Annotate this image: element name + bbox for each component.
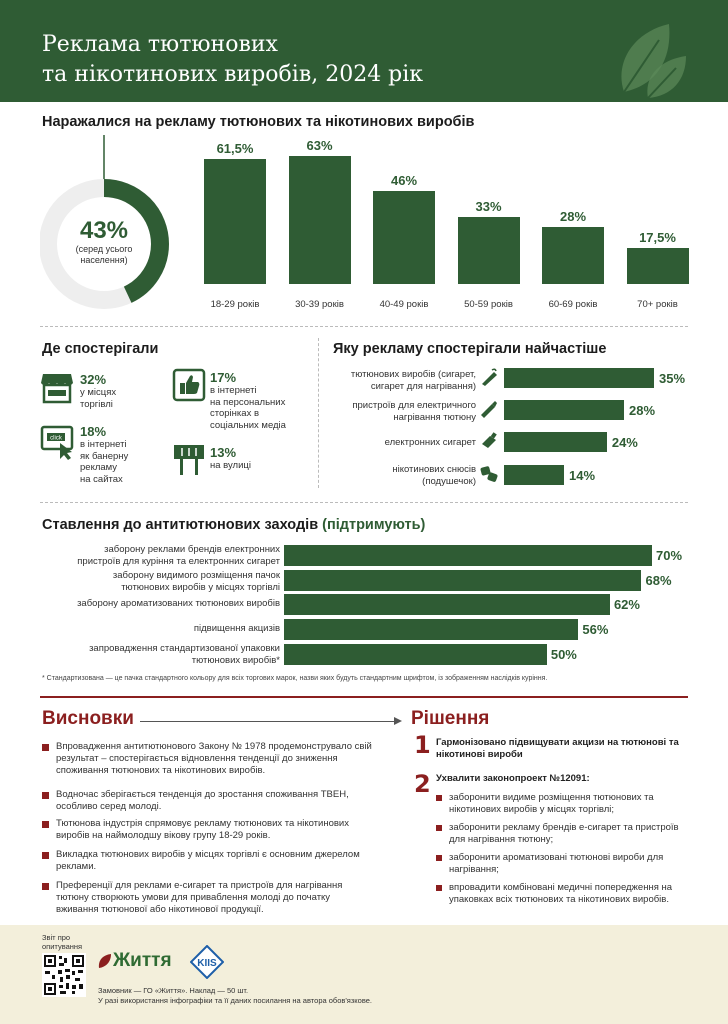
age-bar-category: 40-49 років <box>379 299 429 310</box>
solution-subitem: впровадити комбіновані медичні попередження на упаковках всіх тютюнових та нікотинових виробів. <box>436 882 686 906</box>
measure-bar <box>284 594 610 615</box>
arrow-right-icon <box>394 717 402 725</box>
kiis-logo <box>190 945 224 979</box>
section-divider <box>40 696 688 698</box>
age-bar-value: 61,5% <box>216 141 254 157</box>
age-bar-category: 70+ років <box>637 299 678 310</box>
conclusion-item: Водночас зберігається тенденція до зростання споживання ТВЕН, особливо серед молоді. <box>42 789 372 813</box>
adtype-label: електронних сигарет <box>384 437 476 448</box>
adtypes-title: Яку рекламу спостерігали найчастіше <box>333 341 607 357</box>
adtype-bar <box>504 400 624 420</box>
solution-1: Гармонізовано підвищувати акцизи на тютюнові та нікотинові вироби <box>436 737 679 760</box>
solution-number: 2 <box>414 770 431 798</box>
overall-percent: 43% <box>79 217 129 244</box>
where-item-shops: 32% у місцях торгівлі <box>80 372 117 410</box>
customer-info: Замовник — ГО «Життя». Наклад — 50 шт. У разі використання інфографіки та її даних посилання на автора обов'язкове. <box>98 986 372 1005</box>
conclusion-item: Впровадження антитютюнового Закону № 1978 продемонструвало свій результат – спостерігається відновлення тенденції до зниження споживання тютюнових та нікотинових виробів. <box>42 741 372 777</box>
age-bar <box>289 156 351 284</box>
solution-number: 1 <box>414 731 431 759</box>
age-bar <box>627 248 689 284</box>
snus-icon <box>480 465 498 483</box>
arrow-line <box>140 721 396 722</box>
adtype-value: 28% <box>629 403 656 418</box>
age-bar-category: 18-29 років <box>210 299 260 310</box>
measure-label: запровадження стандартизованої упаковки тютюнових виробів* <box>89 643 280 666</box>
age-bar-value: 46% <box>390 172 418 188</box>
attitude-title: Ставлення до антитютюнових заходів (підтримують) <box>42 517 426 533</box>
where-title: Де спостерігали <box>42 341 159 357</box>
conclusions-title: Висновки <box>42 708 134 729</box>
adtype-value: 24% <box>611 435 638 450</box>
conclusion-item: Тютюнова індустрія спрямовує рекламу тютюнових та нікотинових виробів на наймолодшу вікову групу 18-29 років. <box>42 818 372 842</box>
age-bar-chart <box>196 134 696 314</box>
adtype-label: пристроїв для електричного нагрівання тютюну <box>352 400 476 423</box>
conclusion-item: Викладка тютюнових виробів у місцях торгівлі є основним джерелом реклами. <box>42 849 372 873</box>
leaf-icon <box>614 22 688 100</box>
svg-text:click: click <box>50 435 62 442</box>
age-bar-value: 28% <box>559 209 587 225</box>
measure-bar <box>284 644 547 665</box>
attitude-title-accent: (підтримують) <box>322 517 426 533</box>
age-bar-category: 30-39 років <box>295 299 344 310</box>
solution-2: Ухвалити законопроект №12091: <box>436 773 590 784</box>
exposure-title: Наражалися на рекламу тютюнових та нікотинових виробів <box>42 114 475 130</box>
vertical-divider <box>318 338 319 488</box>
footnote: * Стандартизована — це пачка стандартного кольору для всіх торгових марок, назви яких будуть стандартним шрифтом, із зображенням наслідків куріння. <box>42 675 548 682</box>
zhyttia-leaf-icon <box>98 953 112 969</box>
conclusion-item: Преференції для реклами е-сигарет та пристроїв для нагрівання тютюну створюють умови для приваблення молоді до початку вживання тютюнової або нікотинової продукції. <box>42 880 372 916</box>
adtype-label: тютюнових виробів (сигарет, сигарет для нагрівання) <box>350 369 476 392</box>
measure-label: заборону ароматизованих тютюнових виробів <box>77 598 280 609</box>
adtype-value: 14% <box>569 468 596 483</box>
adtype-value: 35% <box>659 371 686 386</box>
age-bar-value: 63% <box>306 138 333 153</box>
solution-subitem: заборонити видиме розміщення тютюнових та нікотинових виробів у місцях торгівлі; <box>436 792 686 816</box>
e-cigarette-icon <box>480 432 498 450</box>
measure-value: 68% <box>645 573 672 588</box>
header <box>0 0 728 102</box>
zhyttia-logo: Життя <box>113 950 172 971</box>
age-bar <box>542 227 604 284</box>
age-bar-value: 17,5% <box>639 230 676 246</box>
svg-text:KIIS: KIIS <box>197 958 217 969</box>
where-item-social: 17% в інтернеті на персональних сторінках в соціальних медіа <box>210 370 286 431</box>
measure-bar <box>284 570 641 591</box>
shop-icon <box>40 370 74 404</box>
survey-link[interactable]: Звіт про опитування <box>42 933 83 951</box>
solutions-title: Рішення <box>411 708 490 729</box>
donut-label: 43% (серед усього населення) <box>40 218 168 266</box>
where-item-banner: 18% в інтернеті як банерну рекламу на сайтах <box>80 424 129 485</box>
measure-value: 56% <box>582 622 609 637</box>
adtype-bar <box>504 368 654 388</box>
measure-bar <box>284 619 578 640</box>
age-bar <box>204 159 266 284</box>
billboard-icon <box>172 443 206 477</box>
adtype-label: нікотинових снюсів (подушечок) <box>392 464 476 487</box>
measure-value: 70% <box>656 548 683 563</box>
age-bar-category: 60-69 років <box>548 299 598 310</box>
adtype-bar <box>504 465 564 485</box>
age-bar <box>458 217 520 284</box>
where-item-street: 13% на вулиці <box>210 445 251 471</box>
heater-device-icon <box>480 400 498 418</box>
qr-code[interactable] <box>42 953 86 997</box>
cigarette-icon <box>480 368 498 386</box>
click-banner-icon <box>40 425 76 461</box>
solution-subitem: заборонити ароматизовані тютюнові вироби для нагрівання; <box>436 852 686 876</box>
divider <box>40 326 688 327</box>
measure-label: підвищення акцизів <box>193 623 280 634</box>
adtype-bar <box>504 432 607 452</box>
thumbs-up-icon <box>172 368 206 402</box>
measure-value: 50% <box>550 647 577 662</box>
age-bar-category: 50-59 років <box>464 299 513 310</box>
divider <box>40 502 688 503</box>
age-bar-value: 33% <box>475 198 502 214</box>
footer <box>0 925 728 1024</box>
page-title: Реклама тютюнових та нікотинових виробів, 2024 рік <box>42 32 424 87</box>
measure-label: заборону реклами брендів електронних пристроїв для куріння та електронних сигарет <box>77 544 280 567</box>
measure-bar <box>284 545 652 566</box>
measure-label: заборону видимого розміщення пачок тютюнових виробів у місцях торгівлі <box>112 570 280 593</box>
solution-subitem: заборонити рекламу брендів е-сигарет та пристроїв для нагрівання тютюну; <box>436 822 686 846</box>
measure-value: 62% <box>613 597 640 612</box>
age-bar <box>373 191 435 284</box>
